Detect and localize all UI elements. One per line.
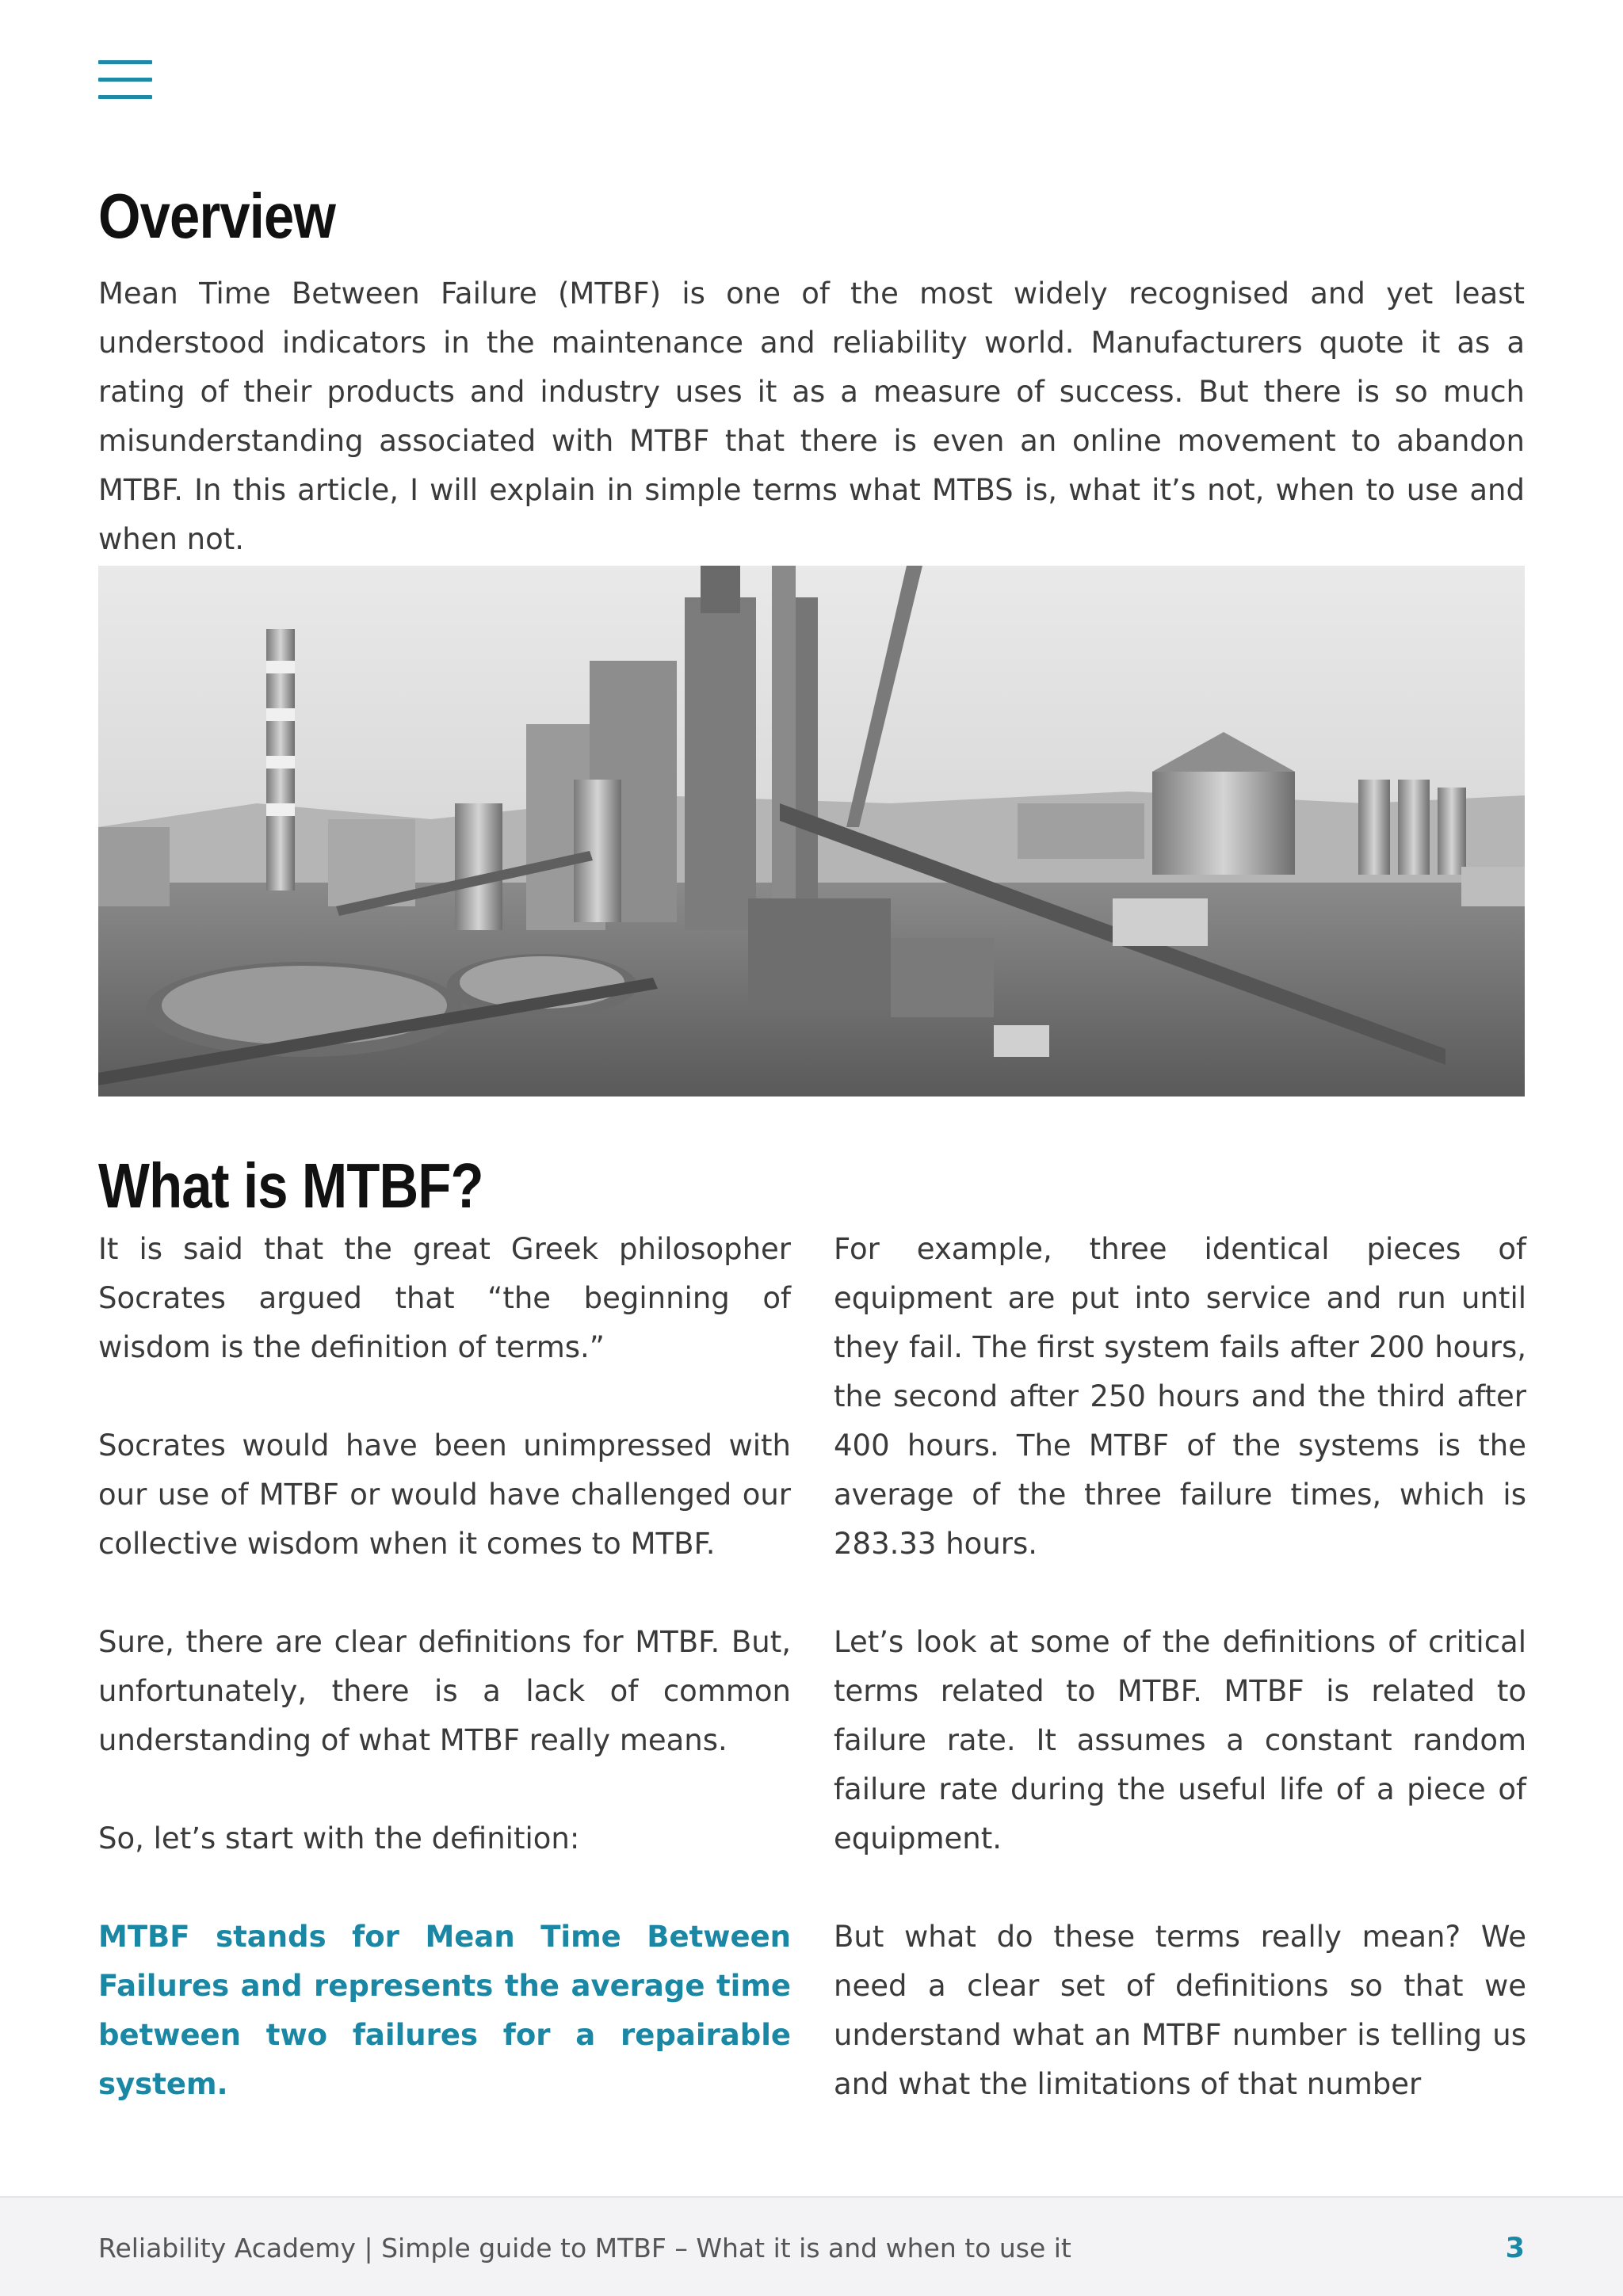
overview-heading: Overview — [98, 181, 336, 251]
paragraph: For example, three identical pieces of equipment are put into service and run until they fail. The first system fails after 200 hours, the second after 250 hours and the third after 400 hours. The MTBF of the systems is the average of the three failure times, which is 283.33 hours. — [834, 1232, 1526, 1561]
what-is-mtbf-heading: What is MTBF? — [98, 1150, 483, 1221]
paragraph: It is said that the great Greek philosopher Socrates argued that “the beginning of wisdom is the definition of terms.” — [98, 1232, 791, 1364]
left-text-column — [98, 1225, 791, 2158]
paragraph: Let’s look at some of the definitions of critical terms related to MTBF. MTBF is related to failure rate. It assumes a constant random failure rate during the useful life of a piece of equipment. — [834, 1625, 1526, 1855]
overview-paragraph: Mean Time Between Failure (MTBF) is one of the most widely recognised and yet least understood indicators in the maintenance and reliability world. Manufacturers quote it as a rating of their products and industry uses it as a measure of success. But there is so much misunderstanding associated with MTBF that there is even an online movement to abandon MTBF. In this article, I will explain in simple terms what MTBS is, what it’s not, when to use and when not. — [98, 277, 1525, 556]
paragraph: Sure, there are clear definitions for MTBF. But, unfortunately, there is a lack of common understanding of what MTBF really means. — [98, 1625, 791, 1757]
industrial-plant-photo — [98, 566, 1525, 1097]
footer-title: Reliability Academy | Simple guide to MTBF – What it is and when to use it — [98, 2233, 1071, 2264]
menu-bar — [98, 78, 152, 82]
paragraph: Socrates would have been unimpressed with our use of MTBF or would have challenged our collective wisdom when it comes to MTBF. — [98, 1428, 791, 1561]
paragraph: But what do these terms really mean? We need a clear set of definitions so that we understand what an MTBF number is telling us and what the limitations of that number — [834, 1920, 1526, 2101]
menu-bar — [98, 60, 152, 64]
page-number: 3 — [1505, 2233, 1525, 2264]
right-text-column — [834, 1225, 1526, 2158]
page-footer — [0, 2196, 1623, 2296]
paragraph: So, let’s start with the definition: — [98, 1821, 580, 1855]
mtbf-definition-highlight: MTBF stands for Mean Time Between Failures and represents the average time between two failures for a repairable system. — [98, 1920, 791, 2101]
menu-bar — [98, 95, 152, 99]
hamburger-menu-icon[interactable] — [98, 59, 152, 100]
